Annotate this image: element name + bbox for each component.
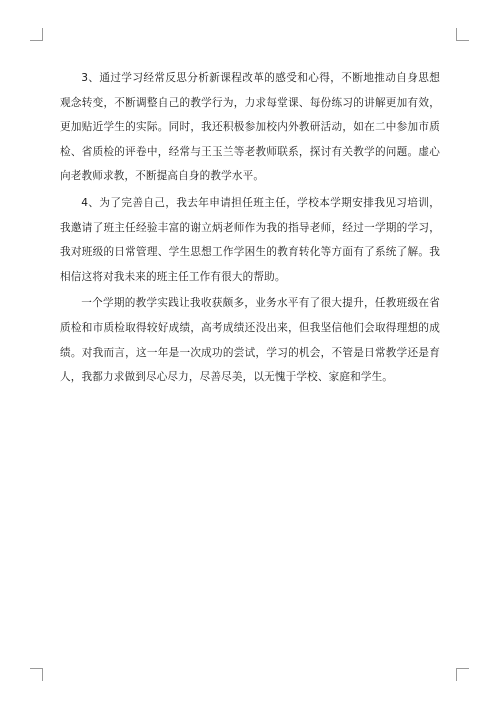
paragraph-summary: 一个学期的教学实践让我收获颇多，业务水平有了很大提升，任教班级在省质检和市质检取得较好成绩，高考成绩还没出来，但我坚信他们会取得理想的成绩。对我而言，这一年是一次成功的尝试，学习的机会，不管是日常教学还是育人，我都力求做到尽心尽力，尽善尽美，以无愧于学校、家庭和学生。 (60, 297, 440, 384)
crop-mark-top-right (456, 28, 469, 41)
crop-mark-top-left (30, 28, 43, 41)
paragraph-4: 4、为了完善自己，我去年申请担任班主任，学校本学期安排我见习培训，我邀请了班主任经验丰富的谢立炳老师作为我的指导老师，经过一学期的学习，我对班级的日常管理、学生思想工作学困生的教育转化等方面有了系统了解。我相信这将对我未来的班主任工作有很大的帮助。 (60, 196, 440, 283)
crop-mark-bottom-left (30, 668, 43, 681)
document-body (60, 66, 440, 390)
crop-mark-bottom-right (456, 668, 469, 681)
paragraph-3: 3、通过学习经常反思分析新课程改革的感受和心得，不断地推动自身思想观念转变，不断调整自己的教学行为，力求每堂课、每份练习的讲解更加有效，更加贴近学生的实际。同时，我还积极参加校内外教研活动，如在二中参加市质检、省质检的评卷中，经常与王玉兰等老教师联系，探讨有关教学的问题。虚心向老教师求教，不断提高自身的教学水平。 (60, 72, 440, 183)
